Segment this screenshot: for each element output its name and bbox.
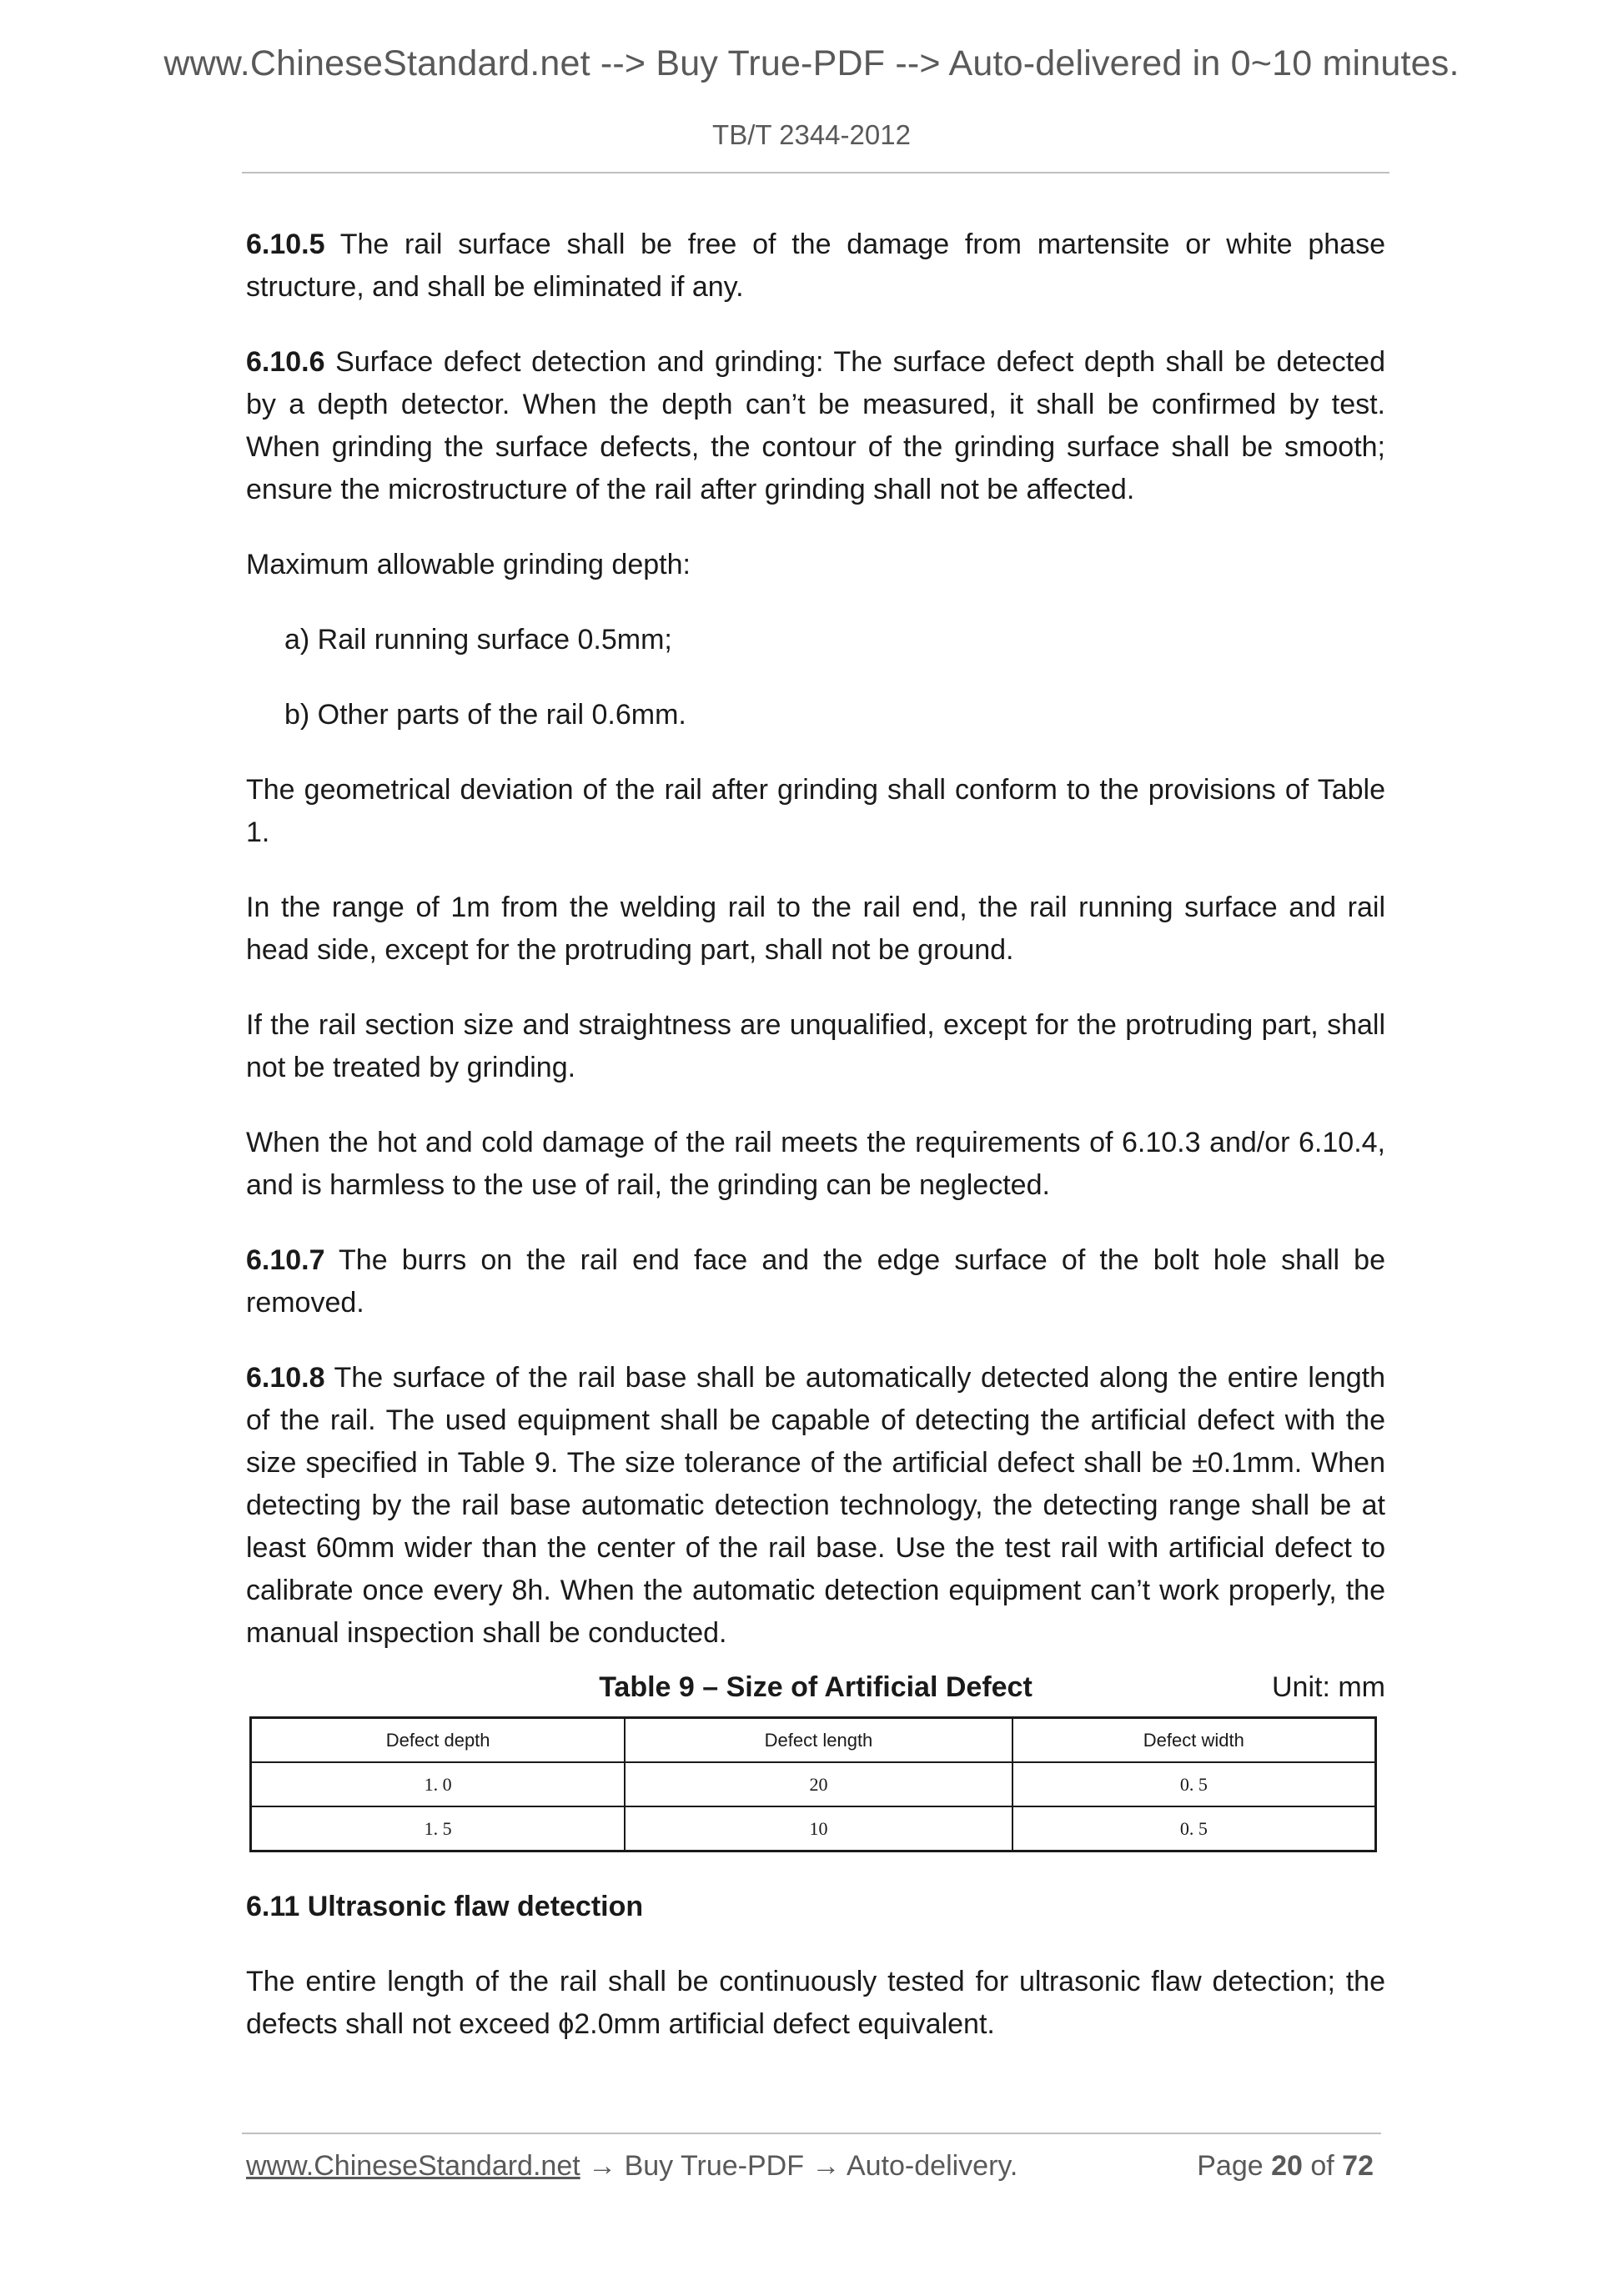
table-cell: 0. 5 [1012, 1762, 1376, 1806]
of-label: of [1302, 2150, 1343, 2182]
footer-tagline: → Buy True-PDF → Auto-delivery. [580, 2150, 1018, 2182]
table-cell: 1. 5 [251, 1806, 626, 1851]
table-cell: 0. 5 [1012, 1806, 1376, 1851]
table-title: Table 9 – Size of Artificial Defect [599, 1671, 1033, 1703]
clause-6-10-5 [246, 224, 1385, 309]
clause-text: The rail surface shall be free of the damage from martensite or white phase structure, and shall be eliminated if any. [246, 229, 1385, 303]
clause-number: 6.10.6 [246, 346, 325, 378]
header-divider [242, 172, 1389, 173]
column-header: Defect width [1012, 1718, 1376, 1763]
table-unit: Unit: mm [1272, 1671, 1385, 1703]
footer-divider [242, 2133, 1381, 2134]
table-9-heading [246, 1666, 1385, 1708]
page-number [1197, 2150, 1374, 2183]
current-page: 20 [1271, 2150, 1303, 2182]
clause-6-10-6 [246, 341, 1385, 511]
section-6-11-title: 6.11 Ultrasonic flaw detection [246, 1891, 644, 1922]
clause-text: Surface defect detection and grinding: The surface defect depth shall be detected by a depth detector. When the depth can’t be measured, it shall be confirmed by test. When grinding the surface defects, the contour of the grinding surface shall be smooth; ensure the microstructure of the rail after grinding shall not be affected. [246, 346, 1385, 505]
page-label: Page [1197, 2150, 1272, 2182]
table-row [251, 1762, 1376, 1806]
clause-text: The burrs on the rail end face and the edge surface of the bolt hole shall be removed. [246, 1244, 1385, 1319]
column-header: Defect length [625, 1718, 1012, 1763]
clause-6-10-8 [246, 1357, 1385, 1655]
paragraph-geometry: The geometrical deviation of the rail after grinding shall conform to the provisions of Table 1. [246, 774, 1385, 848]
table-cell: 1. 0 [251, 1762, 626, 1806]
total-pages: 72 [1342, 2150, 1374, 2182]
paragraph-section: If the rail section size and straightness are unqualified, except for the protruding part, shall not be treated by grinding. [246, 1009, 1385, 1083]
document-number: TB/T 2344-2012 [712, 119, 911, 150]
clause-text: The surface of the rail base shall be automatically detected along the entire length of the rail. The used equipment shall be capable of detecting the artificial defect with the size specified in Table 9. The size tolerance of the artificial defect shall be ±0.1mm. When detecting by the rail base automatic detection technology, the detecting range shall be at least 60mm wider than the center of the rail base. Use the test rail with artificial defect to calibrate once every 8h. When the automatic detection equipment can’t work properly, the manual inspection shall be conducted. [246, 1362, 1385, 1649]
column-header: Defect depth [251, 1718, 626, 1763]
clause-number: 6.10.5 [246, 229, 325, 260]
paragraph-hot-cold: When the hot and cold damage of the rail meets the requirements of 6.10.3 and/or 6.10.4, and is harmless to the use of rail, the grinding can be neglected. [246, 1127, 1385, 1201]
paragraph-range: In the range of 1m from the welding rail to the rail end, the rail running surface and rail head side, except for the protruding part, shall not be ground. [246, 892, 1385, 966]
section-6-11-text: The entire length of the rail shall be continuously tested for ultrasonic flaw detection; the defects shall not exceed ϕ2.0mm artificial defect equivalent. [246, 1966, 1385, 2040]
clause-number: 6.10.8 [246, 1362, 325, 1394]
footer-left [246, 2150, 1018, 2183]
footer-site-link[interactable]: www.ChineseStandard.net [246, 2150, 580, 2182]
list-item-a: a) Rail running surface 0.5mm; [284, 624, 672, 656]
clause-6-10-7 [246, 1239, 1385, 1324]
table-cell: 10 [625, 1806, 1012, 1851]
table-row [251, 1806, 1376, 1851]
max-grinding-depth-intro: Maximum allowable grinding depth: [246, 549, 691, 580]
clause-number: 6.10.7 [246, 1244, 325, 1276]
page-content [246, 224, 1385, 2078]
table-cell: 20 [625, 1762, 1012, 1806]
table-header-row [251, 1718, 1376, 1763]
top-banner: www.ChineseStandard.net --> Buy True-PDF --> Auto-delivered in 0~10 minutes. [163, 43, 1460, 83]
list-item-b: b) Other parts of the rail 0.6mm. [284, 699, 686, 731]
artificial-defect-table [249, 1716, 1377, 1852]
